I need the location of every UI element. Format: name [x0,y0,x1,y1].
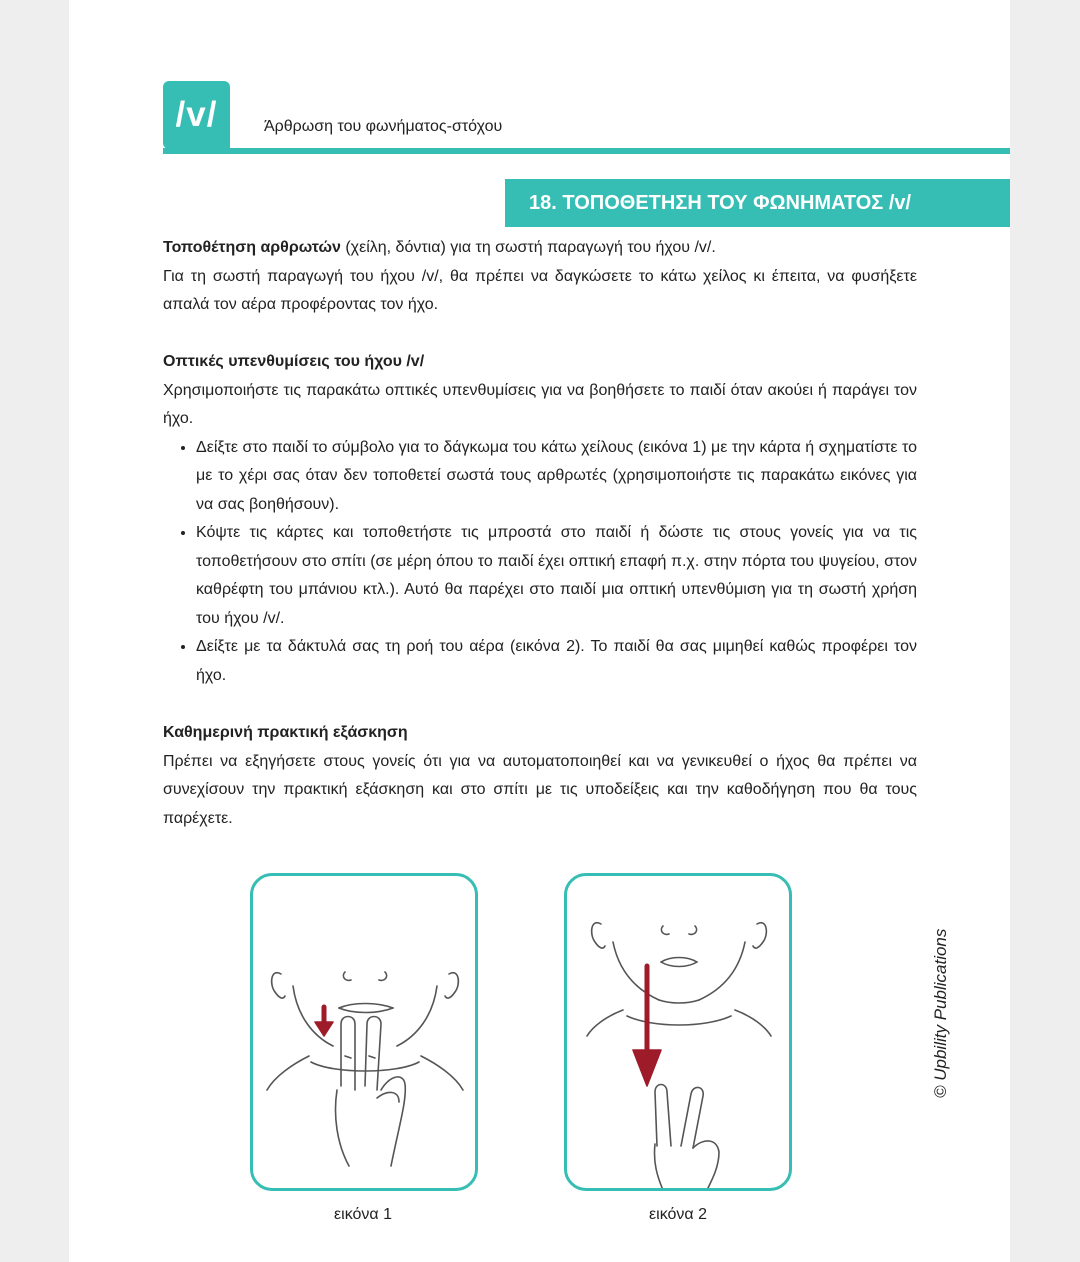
visual-cues-list [163,434,917,691]
figure-card-2 [564,873,792,1191]
document-page [69,0,1010,1262]
phoneme-tab: /v/ [163,81,230,149]
airflow-illustration [567,876,792,1191]
section-banner: 18. ΤΟΠΟΘΕΤΗΣΗ ΤΟΥ ΦΩΝΗΜΑΤΟΣ /v/ [505,179,1010,227]
copyright-text: © Upbility Publications [931,928,950,1098]
figure-card-1 [250,873,478,1191]
daily-practice-paragraph: Πρέπει να εξηγήσετε στους γονείς ότι για να αυτοματοποιηθεί και να γενικευθεί ο ήχος θα πρέπει να συνεχίσουν την πρακτική εξάσκηση και στο σπίτι με τις υποδείξεις και την καθοδήγηση που θα τους παρέχετε. [163,752,917,827]
figure-caption-2: εικόνα 2 [649,1206,707,1223]
intro-bold: Τοποθέτηση αρθρωτών [163,239,341,256]
intro-paragraph: Για τη σωστή παραγωγή του ήχου /v/, θα πρέπει να δαγκώσετε το κάτω χείλος κι έπειτα, να φυσήξετε απαλά τον αέρα προφέροντας τον ήχο. [163,267,917,313]
intro-rest: (χείλη, δόντια) για τη σωστή παραγωγή του ήχου /v/. [340,239,716,256]
visual-cues-paragraph: Χρησιμοποιήστε τις παρακάτω οπτικές υπενθυμίσεις για να βοηθήσετε το παιδί όταν ακούει ή παράγει τον ήχο. [163,381,917,427]
list-item: • Δείξτε στο παιδί το σύμβολο για το δάγκωμα του κάτω χείλους (εικόνα 1) με την κάρτα ή σχηματίστε το με το χέρι σας όταν δεν τοποθετεί σωστά τους αρθρωτές (χρησιμοποιήστε τις παρακάτω εικόνες για να σας βοηθήσουν). [196,434,917,520]
header-title: Άρθρωση του φωνήματος-στόχου [264,118,503,135]
list-item: • Κόψτε τις κάρτες και τοποθετήστε τις μπροστά στο παιδί ή δώστε τις στους γονείς για να τις τοποθετήσουν στο σπίτι (σε μέρη όπου το παιδί έχει οπτική επαφή π.χ. στην πόρτα του ψυγείου, στον καθρέφτη του μπάνιου κτλ.). Αυτό θα παρέχει στο παιδί μια οπτική υπενθύμιση για τη σωστή χρήση του ήχου /v/. [196,519,917,633]
visual-cues-block [163,348,917,690]
daily-practice-block [163,719,917,833]
intro-line [163,234,917,263]
lip-bite-illustration [253,876,478,1191]
list-item: • Δείξτε με τα δάκτυλά σας τη ροή του αέρα (εικόνα 2). Το παιδί θα σας μιμηθεί καθώς προφέρει τον ήχο. [196,633,917,690]
figure-caption-1: εικόνα 1 [334,1206,392,1223]
visual-cues-heading: Οπτικές υπενθυμίσεις του ήχου /v/ [163,353,425,370]
daily-practice-heading: Καθημερινή πρακτική εξάσκηση [163,724,408,741]
header-rule [163,148,1010,154]
intro-block [163,234,917,320]
